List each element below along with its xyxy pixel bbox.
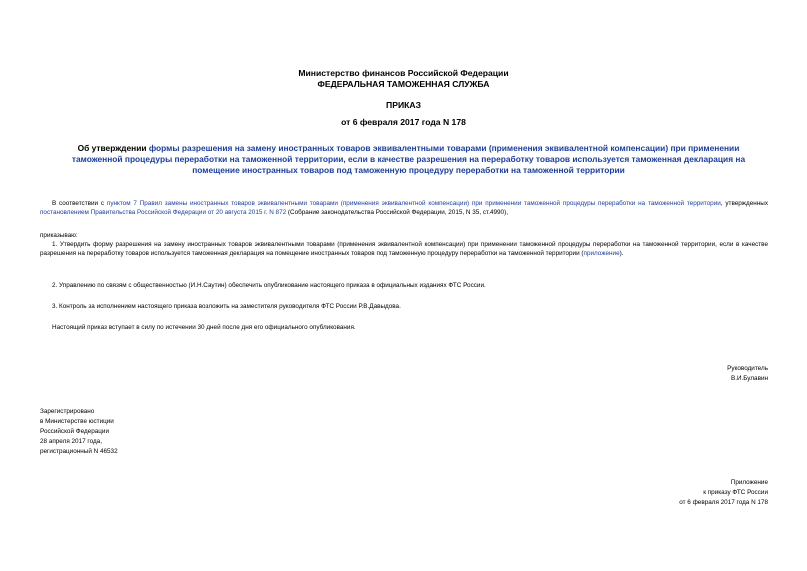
doc-type: ПРИКАЗ <box>386 100 421 110</box>
intro-text-2: , утвержденных <box>720 200 769 207</box>
title-prefix: Об утверждении <box>77 143 149 153</box>
appendix-link[interactable]: приложение <box>583 250 620 257</box>
signature-name: В.И.Булавин <box>730 375 768 382</box>
intro-paragraph <box>40 199 768 217</box>
registration-line-2: в Министерстве юстиции <box>40 418 114 425</box>
title-form-link[interactable]: формы разрешения на замену иностранных товаров эквивалентными товарами (применения эквивалентной компенсации) при применении таможенной процедуры переработки на таможенной территории, если в качестве разрешения на переработку товаров используется таможенная декларация на помещение иностранных товаров под таможенную процедуру переработки на таможенной территории <box>71 143 746 175</box>
item-3: 3. Контроль за исполнением настоящего приказа возложить на заместителя руководителя ФТС России Р.В.Давыдова. <box>52 303 401 310</box>
item-1-text: 1. Утвердить форму разрешения на замену иностранных товаров эквивалентными товарами (применения эквивалентной компенсации) при применении таможенной процедуры переработки на таможенной территории, если в качестве разрешения на переработку товаров используется таможенная декларация на помещение иностранных товаров под таможенную процедуру переработки на таможенной территории ( <box>40 241 768 257</box>
service-name: ФЕДЕРАЛЬНАЯ ТАМОЖЕННАЯ СЛУЖБА <box>317 79 490 89</box>
signature-role: Руководитель <box>727 365 768 372</box>
government-decree-link[interactable]: постановлением Правительства Российской Федерации от 20 августа 2015 г. N 872 <box>40 209 287 216</box>
registration-number: регистрационный N 46532 <box>40 448 118 455</box>
doc-date-number: от 6 февраля 2017 года N 178 <box>341 117 466 127</box>
appendix-label: Приложение <box>730 479 768 486</box>
registration-line-1: Зарегистрировано <box>40 408 95 415</box>
rules-point-7-link[interactable]: пунктом 7 Правил замены иностранных товаров эквивалентными товарами (применения эквивалентной компенсации) при применении таможенной процедуры переработки на таможенной территории <box>106 200 721 207</box>
item-1 <box>40 240 768 258</box>
item-1-end: ). <box>619 250 624 257</box>
appendix-order-ref: к приказу ФТС России <box>703 489 768 496</box>
intro-text-1: В соответствии с <box>52 200 107 207</box>
ministry-name: Министерство финансов Российской Федерации <box>298 68 509 78</box>
item-2: 2. Управлению по связям с общественностью (И.Н.Саутин) обеспечить опубликование настоящего приказа в официальных изданиях ФТС России. <box>52 282 486 289</box>
document-title <box>70 143 747 176</box>
registration-line-4: 28 апреля 2017 года, <box>40 438 102 445</box>
effective-date-text: Настоящий приказ вступает в силу по истечении 30 дней после дня его официального опубликования. <box>52 324 356 331</box>
registration-line-3: Российской Федерации <box>40 428 109 435</box>
intro-text-3: (Собрание законодательства Российской Федерации, 2015, N 35, ст.4990), <box>286 209 508 216</box>
appendix-date-number: от 6 февраля 2017 года N 178 <box>679 499 768 506</box>
order-word: приказываю: <box>40 232 78 239</box>
